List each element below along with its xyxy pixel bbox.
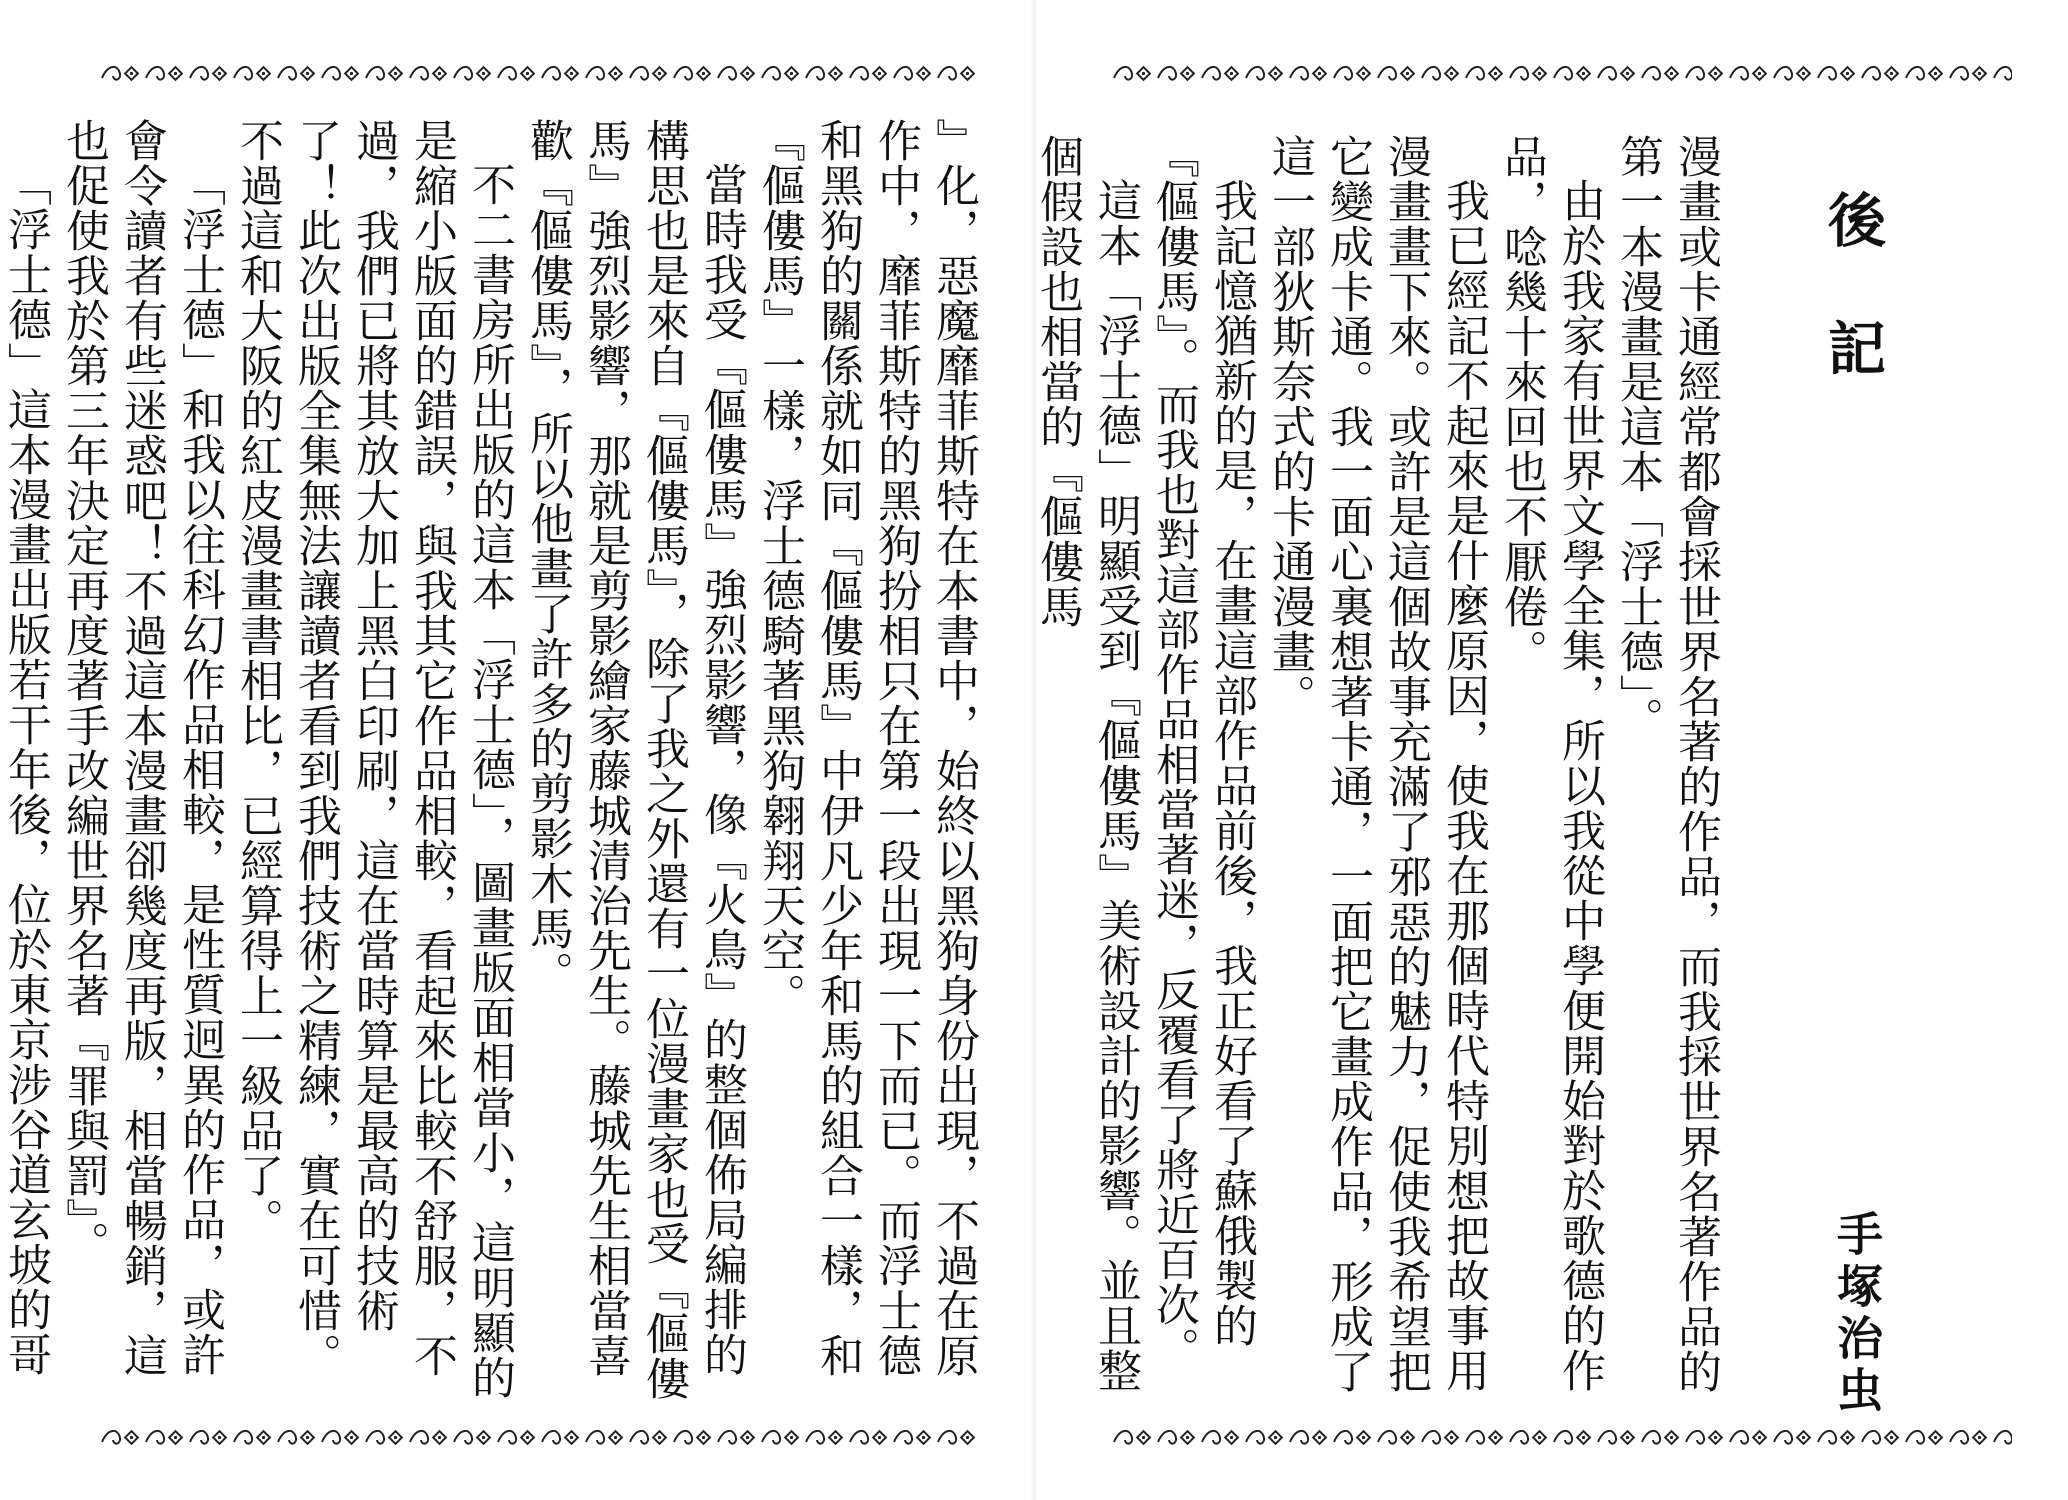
paragraph: 「浮士德」這本漫畫出版若干年後，位於東京涉谷道玄坡的哥	[0, 162, 51, 1377]
paragraph: 不二書房所出版的這本「浮士德」，圖畫版面相當小，這明顯的是縮小版面的錯誤，與我其它作品相較，看起來比較不舒服，不過，我們已將其放大加上黑白印刷，這在當時算是最高的技術了！此次出版全集無法讓讀者看到我們技術之精練，實在可惜。不過這和大阪的紅皮漫畫書相比，已經算得上一級品了。	[232, 118, 515, 1400]
right-page-body	[1032, 134, 1724, 1414]
author-name: 手塚治虫	[1830, 1210, 1884, 1418]
ornament-pattern-icon	[100, 1422, 980, 1456]
paragraph: 「浮士德」和我以往科幻作品相較，是性質迥異的作品，或許會令讀者有些迷惑吧！不過這本漫畫卻幾度再版，相當暢銷，這也促使我於第三年決定再度著手改編世界名著『罪與罰』。	[58, 118, 225, 1378]
paragraph: 』化，惡魔靡菲斯特在本書中，始終以黑狗身份出現，不過在原作中，靡菲斯特的黑狗扮相只在第一段出現一下而已。而浮士德和黑狗的關係就如同『傴僂馬』中伊凡少年和馬的組合一樣，和『傴僂馬』一樣，浮士德騎著黑狗翱翔天空。	[754, 118, 979, 1378]
left-page-body	[0, 118, 982, 1408]
paragraph: 我已經記不起來是什麼原因，使我在那個時代特別想把故事用漫畫畫下來。或許是這個故事充滿了邪惡的魅力，促使我希望把它變成卡通。我一面心裏想著卡通，一面把它畫成作品，形成了這一部狄斯奈式的卡通漫畫。	[1264, 134, 1489, 1394]
paragraph: 由於我家有世界文學全集，所以我從中學便開始對於歌德的作品，唸幾十來回也不厭倦。	[1496, 134, 1605, 1393]
ornament-pattern-icon	[1112, 1422, 2012, 1456]
bottom-ornament-border	[1112, 1422, 2012, 1456]
ornament-pattern-icon	[1112, 58, 2012, 92]
top-ornament-border	[100, 58, 980, 92]
paragraph: 當時我受『傴僂馬』強烈影響，像『火鳥』的整個佈局編排的構思也是來自『傴僂馬』，除了我之外還有一位漫畫家也受『傴僂馬』強烈影響，那就是剪影繪家藤城清治先生。藤城先生相當喜歡『傴僂馬』，所以他畫了許多的剪影木馬。	[522, 118, 747, 1401]
paragraph: 我記憶猶新的是，在畫這部作品前後，我正好看了蘇俄製的『傴僂馬』。而我也對這部作品相當著迷，反覆看了將近百次。	[1148, 134, 1257, 1372]
page-title: 後記	[1818, 190, 1886, 446]
ornament-pattern-icon	[100, 58, 980, 92]
paragraph: 漫畫或卡通經常都會採世界名著的作品，而我採世界名著作品的第一本漫畫是這本「浮士德」。	[1612, 134, 1721, 1394]
right-page	[1034, 0, 2068, 1500]
top-ornament-border	[1112, 58, 2012, 92]
paragraph: 這本「浮士德」明顯受到『傴僂馬』美術設計的影響。並且整個假設也相當的『傴僂馬	[1032, 134, 1141, 1393]
bottom-ornament-border	[100, 1422, 980, 1456]
